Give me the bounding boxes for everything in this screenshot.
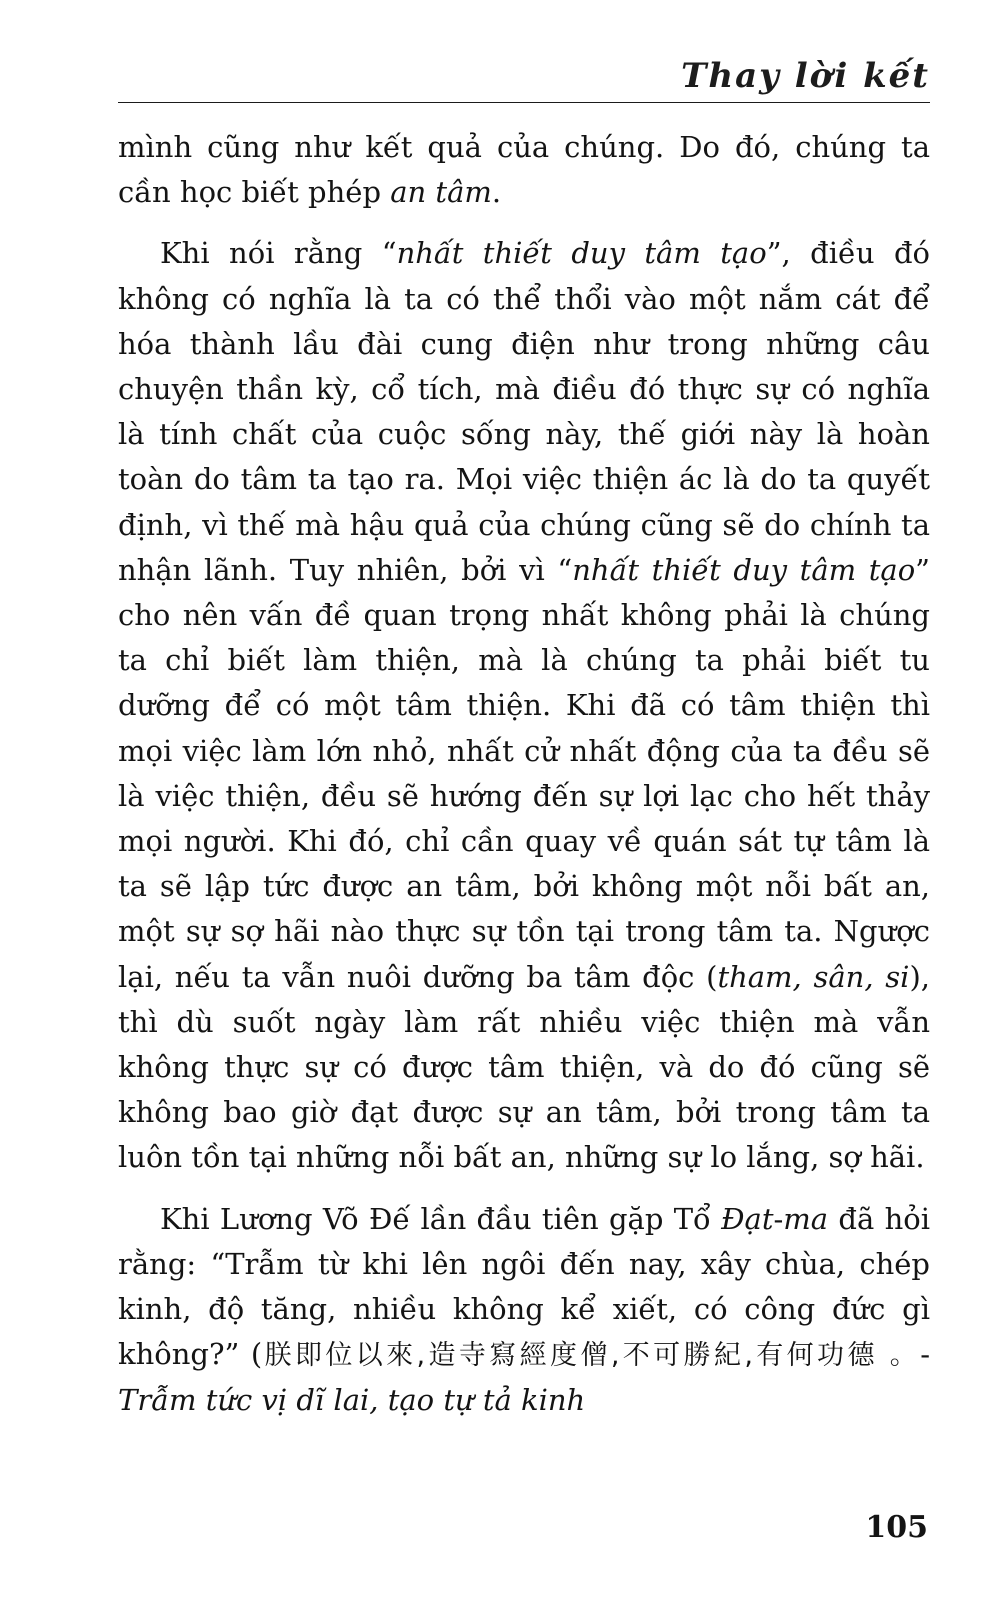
italic-term: nhất thiết duy tâm tạo [396, 236, 767, 271]
chinese-quote: 朕即位以來,造寺寫經度僧,不可勝紀,有何功德 。 [262, 1340, 921, 1372]
paragraph-2 [118, 231, 930, 1180]
text-span: Khi Lương Võ Đế lần đầu tiên gặp Tổ [160, 1201, 722, 1236]
text-span: ), thì dù suốt ngày làm rất nhiều việc thiện mà vẫn không thực sự có được tâm thiện, và do đó cũng sẽ không bao giờ đạt được sự an tâm, bởi trong tâm ta luôn tồn tại những nỗi bất an, những sự lo lắng, sợ hãi. [118, 959, 930, 1175]
italic-term: tham, sân, si [717, 959, 910, 994]
running-header [118, 50, 930, 103]
paragraph-1 [118, 125, 930, 215]
text-span: - [920, 1337, 930, 1372]
text-span: ” cho nên vấn đề quan trọng nhất không phải là chúng ta chỉ biết làm thiện, mà là chúng ta phải biết tu dưỡng để có một tâm thiện. Khi đã có tâm thiện thì mọi việc làm lớn nhỏ, nhất cử nhất động của ta đều sẽ là việc thiện, đều sẽ hướng đến sự lợi lạc cho hết thảy mọi người. Khi đó, chỉ cần quay về quán sát tự tâm là ta sẽ lập tức được an tâm, bởi không một nỗi bất an, một sự sợ hãi nào thực sự tồn tại trong tâm ta. Ngược lại, nếu ta vẫn nuôi dưỡng ba tâm độc ( [118, 552, 930, 994]
italic-name: ma [783, 1201, 829, 1236]
italic-term: an tâm [390, 175, 492, 210]
italic-term: nhất thiết duy tâm tạo [572, 552, 916, 587]
body-text [118, 125, 930, 1440]
text-span: Khi nói rằng “ [160, 236, 397, 271]
text-span: mình cũng như kết quả của chúng. Do đó, chúng ta cần học biết phép [118, 130, 930, 210]
text-span: . [491, 175, 502, 210]
text-span: ”, điều đó không có nghĩa là ta có thể thổi vào một nắm cát để hóa thành lầu đài cung điện như trong những câu chuyện thần kỳ, cổ tích, mà điều đó thực sự có nghĩa là tính chất của cuộc sống này, thế giới này là hoàn toàn do tâm ta tạo ra. Mọi việc thiện ác là do ta quyết định, vì thế mà hậu quả của chúng cũng sẽ do chính ta nhận lãnh. Tuy nhiên, bởi vì “ [118, 236, 930, 587]
page-number: 105 [865, 1510, 928, 1545]
italic-name: Đạt [721, 1201, 774, 1236]
text-span: đã hỏi rằng: “Trẫm từ khi lên ngôi đến nay, xây chùa, chép kinh, độ tăng, nhiều không kể xiết, có công đức gì không?” ( [118, 1201, 930, 1372]
italic-transliteration: Trẫm tức vị dĩ lai, tạo tự tả kinh [118, 1383, 586, 1418]
text-span: - [773, 1201, 784, 1236]
chapter-title: Thay lời kết [681, 56, 930, 96]
paragraph-3 [118, 1197, 930, 1424]
